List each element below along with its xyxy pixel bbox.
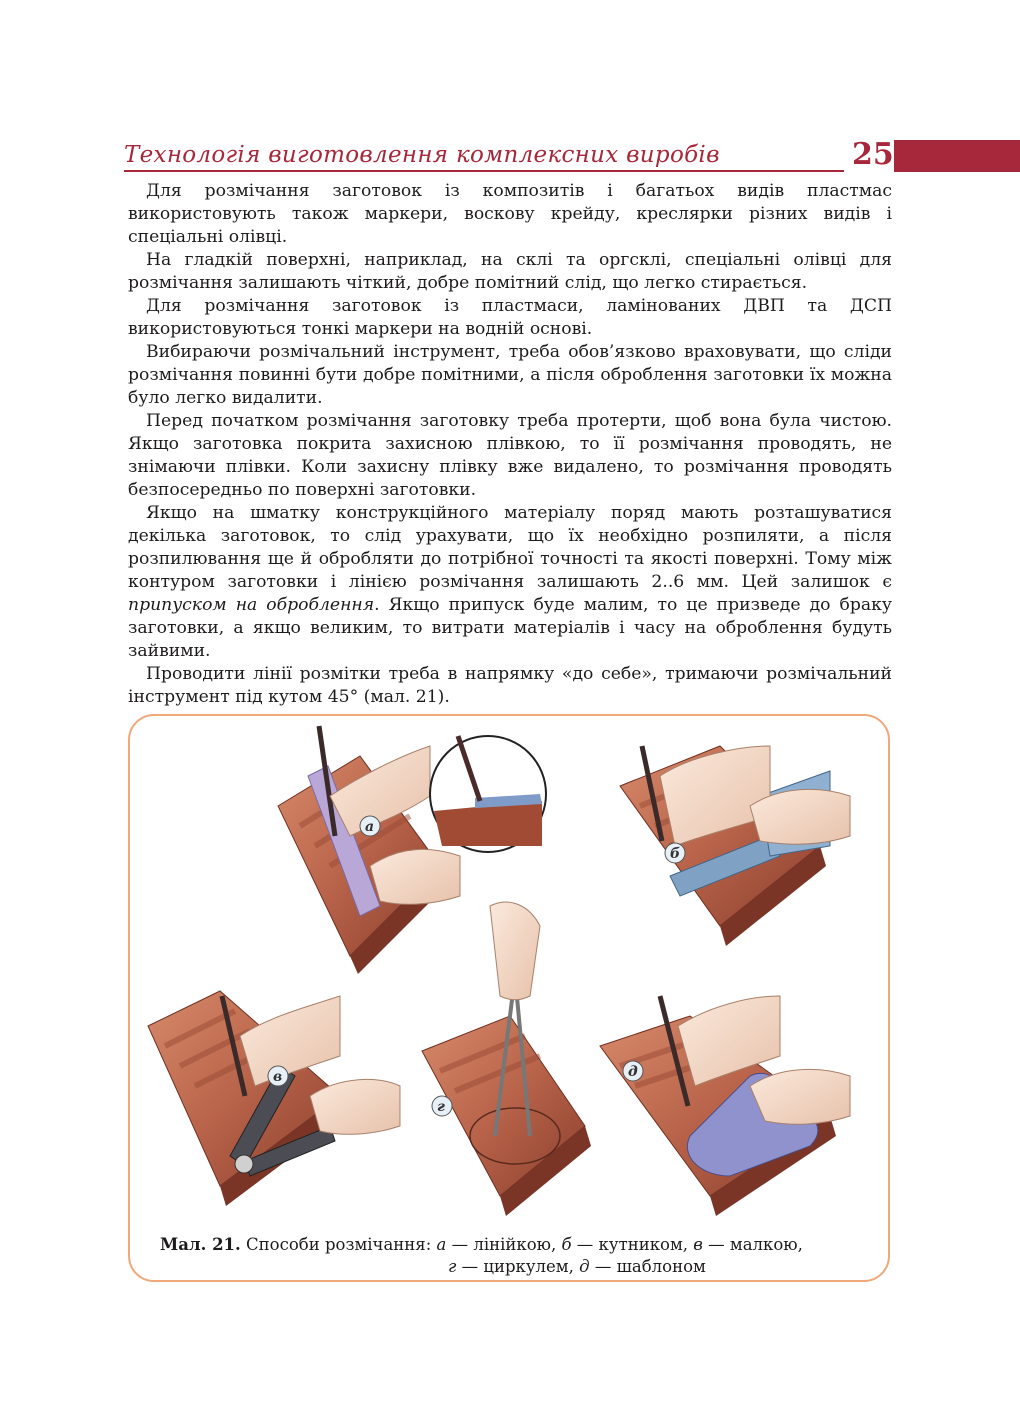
panel-label: д	[628, 1064, 638, 1080]
header-rule	[124, 170, 844, 172]
panel-label: в	[273, 1069, 283, 1085]
figure-frame	[128, 714, 890, 1282]
caption-letter: а	[436, 1235, 447, 1254]
paragraph	[128, 502, 892, 663]
caption-line	[160, 1256, 860, 1278]
caption-letter: в	[693, 1235, 703, 1254]
caption-text: Способи розмічання:	[240, 1235, 437, 1254]
panel-b-square	[620, 746, 850, 946]
panel-g-compass	[422, 902, 591, 1216]
marking-illustrations	[130, 716, 888, 1280]
panel-v-bevel	[148, 991, 400, 1206]
caption-item: — лінійкою,	[446, 1235, 562, 1254]
page-number: 25	[852, 137, 894, 172]
caption-letter: б	[561, 1235, 572, 1254]
running-header	[124, 137, 1020, 172]
paragraph: Перед початком розмічання заготовку треба протерти, щоб вона була чистою. Якщо заготовка покрита захисною плівкою, то її розмічання проводять, не знімаючи плівки. Коли захисну плівку вже видалено, то розмічання проводять безпосередньо по поверхні заготовки.	[128, 411, 892, 500]
caption-item: — шаблоном	[589, 1257, 706, 1276]
panel-label: б	[670, 846, 681, 862]
caption-line	[160, 1234, 860, 1256]
caption-label: Мал. 21.	[160, 1235, 241, 1254]
magnified-inset	[430, 736, 546, 852]
caption-letter: г	[448, 1257, 457, 1276]
panel-d-template	[600, 996, 850, 1216]
panel-label: а	[365, 819, 375, 835]
paragraph: Для розмічання заготовок із пластмаси, ламінованих ДВП та ДСП використовуються тонкі маркери на водній основі.	[128, 296, 892, 339]
panel-a-ruler	[278, 726, 460, 974]
header-accent-bar	[894, 140, 1020, 172]
caption-item: — циркулем,	[456, 1257, 580, 1276]
paragraph-text: . Якщо припуск буде малим, то це призведе до браку заготовки, а якщо великим, то витрати матеріалів і часу на оброблення будуть зайвими.	[128, 595, 892, 661]
paragraph: Вибираючи розмічальний інструмент, треба обов’язково враховувати, що сліди розмічання повинні бути добре помітними, а після оброблення заготовки їх можна було легко видалити.	[128, 342, 892, 408]
caption-item: — кутником,	[571, 1235, 694, 1254]
paragraph-text: Якщо на шматку конструкційного матеріалу поряд мають розташуватися декілька заготовок, то слід урахувати, що їх необхідно розпиляти, а після розпилювання ще й обробляти до потрібної точності та якості поверхні. Тому між контуром заготовки і лінією розмічання залишають 2..6 мм. Цей залишок є	[128, 503, 892, 592]
paragraph: Проводити лінії розмітки треба в напрямку «до себе», тримаючи розмічальний інструмент під кутом 45° (мал. 21).	[128, 664, 892, 707]
paragraph: Для розмічання заготовок із композитів і багатьох видів пластмас використовують також маркери, воскову крейду, креслярки різних видів і спеціальні олівці.	[128, 181, 892, 247]
caption-item: — малкою,	[702, 1235, 803, 1254]
panel-label: г	[437, 1099, 445, 1115]
chapter-title: Технологія виготовлення комплексних виробів	[124, 142, 720, 168]
term-allowance: припуском на оброблення	[128, 595, 375, 615]
body-text	[128, 180, 892, 709]
paragraph: На гладкій поверхні, наприклад, на склі та оргсклі, спеціальні олівці для розмічання залишають чіткий, добре помітний слід, що легко стирається.	[128, 250, 892, 293]
figure-caption	[160, 1234, 860, 1278]
caption-letter: д	[579, 1257, 590, 1276]
